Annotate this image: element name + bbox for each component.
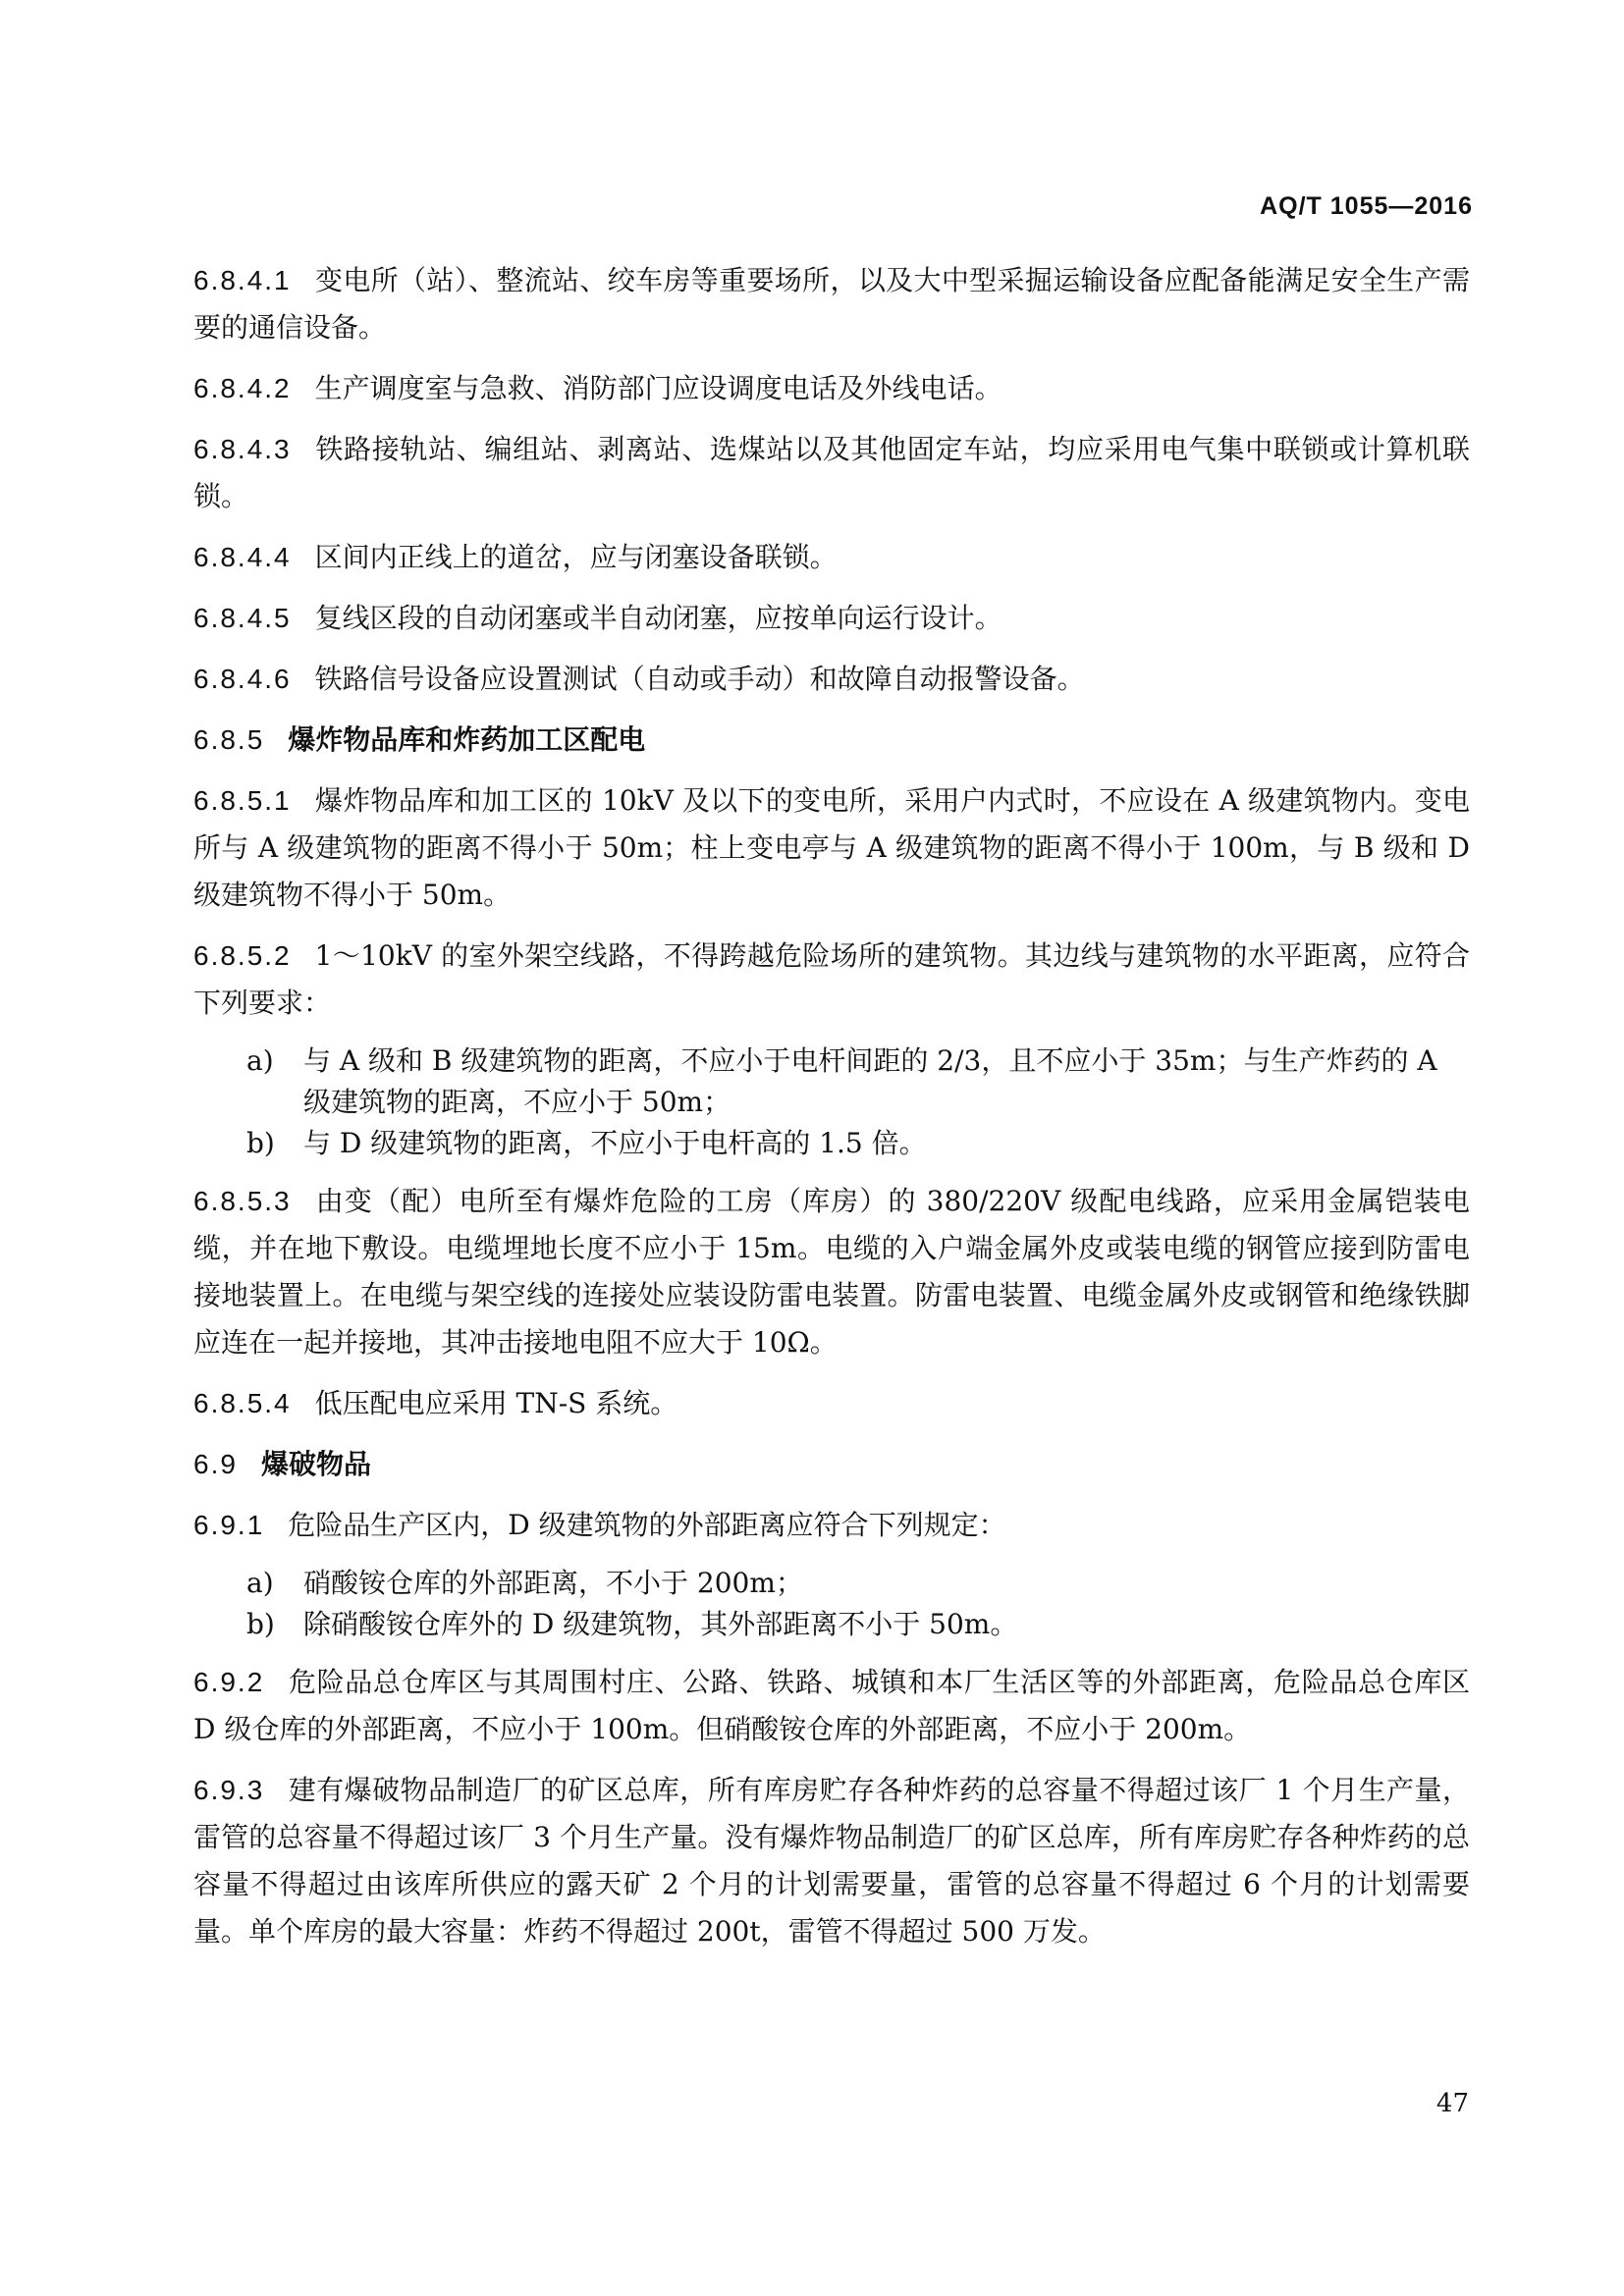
clause-number: 6.8.5.4 <box>193 1388 292 1418</box>
clause-number: 6.9.2 <box>193 1667 265 1697</box>
list-item <box>193 1604 1470 1645</box>
clause-number: 6.8.4.6 <box>193 664 292 694</box>
list-item <box>193 1041 1470 1123</box>
clause-text: 变电所（站）、整流站、绞车房等重要场所，以及大中型采掘运输设备应配备能满足安全生产需要的通信设备。 <box>193 264 1470 344</box>
list-item-text: 除硝酸铵仓库外的 D 级建筑物，其外部距离不小于 50m。 <box>303 1608 1018 1640</box>
clause-6-8-4-1 <box>193 257 1470 351</box>
clause-text: 区间内正线上的道岔，应与闭塞设备联锁。 <box>314 541 838 573</box>
clause-text: 低压配电应采用 TN-S 系统。 <box>314 1387 678 1419</box>
clause-number: 6.8.5.3 <box>193 1186 292 1216</box>
page-number: 47 <box>1435 2089 1469 2118</box>
clause-6-8-4-5 <box>193 595 1470 642</box>
list-item-text: 硝酸铵仓库的外部距离，不小于 200m； <box>303 1567 803 1599</box>
section-number: 6.8.5 <box>193 724 265 755</box>
section-heading-6-9 <box>193 1441 1470 1488</box>
clause-number: 6.9.3 <box>193 1775 265 1805</box>
clause-number: 6.8.4.4 <box>193 542 292 572</box>
clause-number: 6.8.4.3 <box>193 434 292 464</box>
clause-number: 6.9.1 <box>193 1510 265 1540</box>
clause-text: 铁路接轨站、编组站、剥离站、选煤站以及其他固定车站，均应采用电气集中联锁或计算机联锁。 <box>193 433 1470 512</box>
section-number: 6.9 <box>193 1449 238 1479</box>
clause-number: 6.8.4.2 <box>193 373 292 403</box>
clause-text: 生产调度室与急救、消防部门应设调度电话及外线电话。 <box>314 372 1002 404</box>
clause-6-8-4-3 <box>193 426 1470 520</box>
list-item <box>193 1563 1470 1604</box>
clause-text: 复线区段的自动闭塞或半自动闭塞，应按单向运行设计。 <box>314 602 1002 634</box>
clause-number: 6.8.5.2 <box>193 940 292 971</box>
clause-number: 6.8.4.5 <box>193 603 292 633</box>
document-code: AQ/T 1055—2016 <box>1260 192 1473 220</box>
clause-6-8-4-6 <box>193 656 1470 703</box>
section-title: 爆破物品 <box>260 1449 371 1479</box>
clause-text: 危险品生产区内，D 级建筑物的外部距离应符合下列规定： <box>288 1509 1006 1541</box>
list-item-label: a) <box>246 1044 274 1077</box>
page-content <box>193 257 1470 1969</box>
clause-6-8-5-3 <box>193 1178 1470 1366</box>
clause-number: 6.8.4.1 <box>193 265 292 295</box>
clause-text: 建有爆破物品制造厂的矿区总库，所有库房贮存各种炸药的总容量不得超过该厂 1 个月生产量，雷管的总容量不得超过该厂 3 个月生产量。没有爆炸物品制造厂的矿区总库，所有库房贮存各种炸药的总容量不得超过由该库所供应的露天矿 2 个月的计划需要量，雷管的总容量不得超过 6 个月的计划需要量。单个库房的最大容量：炸药不得超过 200t，雷管不得超过 500 万发。 <box>193 1774 1470 1948</box>
clause-text: 危险品总仓库区与其周围村庄、公路、铁路、城镇和本厂生活区等的外部距离，危险品总仓库区 D 级仓库的外部距离，不应小于 100m。但硝酸铵仓库的外部距离，不应小于 200m。 <box>193 1666 1470 1745</box>
list-item-label: a) <box>246 1567 274 1599</box>
clause-6-8-5-4 <box>193 1380 1470 1427</box>
list-item-text: 与 D 级建筑物的距离，不应小于电杆高的 1.5 倍。 <box>303 1127 927 1159</box>
clause-6-9-2 <box>193 1659 1470 1753</box>
section-title: 爆炸物品库和炸药加工区配电 <box>288 724 646 755</box>
list-item-label: b) <box>246 1127 275 1159</box>
list-item-text: 与 A 级和 B 级建筑物的距离，不应小于电杆间距的 2/3，且不应小于 35m；与生产炸药的 A 级建筑物的距离，不应小于 50m； <box>303 1044 1437 1118</box>
clause-text: 铁路信号设备应设置测试（自动或手动）和故障自动报警设备。 <box>314 663 1085 695</box>
list-item <box>193 1123 1470 1164</box>
clause-6-8-4-4 <box>193 534 1470 581</box>
section-heading-6-8-5 <box>193 717 1470 764</box>
clause-6-8-5-2 <box>193 933 1470 1027</box>
clause-text: 爆炸物品库和加工区的 10kV 及以下的变电所，采用户内式时，不应设在 A 级建筑物内。变电所与 A 级建筑物的距离不得小于 50m；柱上变电亭与 A 级建筑物的距离不得小于 100m，与 B 级和 D 级建筑物不得小于 50m。 <box>193 784 1470 911</box>
clause-6-8-5-1 <box>193 777 1470 919</box>
requirement-list <box>193 1563 1470 1645</box>
clause-6-8-4-2 <box>193 365 1470 412</box>
clause-text: 由变（配）电所至有爆炸危险的工房（库房）的 380/220V 级配电线路，应采用金属铠装电缆，并在地下敷设。电缆埋地长度不应小于 15m。电缆的入户端金属外皮或装电缆的钢管应接到防雷电接地装置上。在电缆与架空线的连接处应装设防雷电装置。防雷电装置、电缆金属外皮或钢管和绝缘铁脚应连在一起并接地，其冲击接地电阻不应大于 10Ω。 <box>193 1185 1470 1359</box>
clause-text: 1～10kV 的室外架空线路，不得跨越危险场所的建筑物。其边线与建筑物的水平距离，应符合下列要求： <box>193 939 1470 1019</box>
list-item-label: b) <box>246 1608 275 1640</box>
clause-6-9-1 <box>193 1502 1470 1549</box>
clause-6-9-3 <box>193 1767 1470 1955</box>
clause-number: 6.8.5.1 <box>193 785 292 816</box>
requirement-list <box>193 1041 1470 1164</box>
